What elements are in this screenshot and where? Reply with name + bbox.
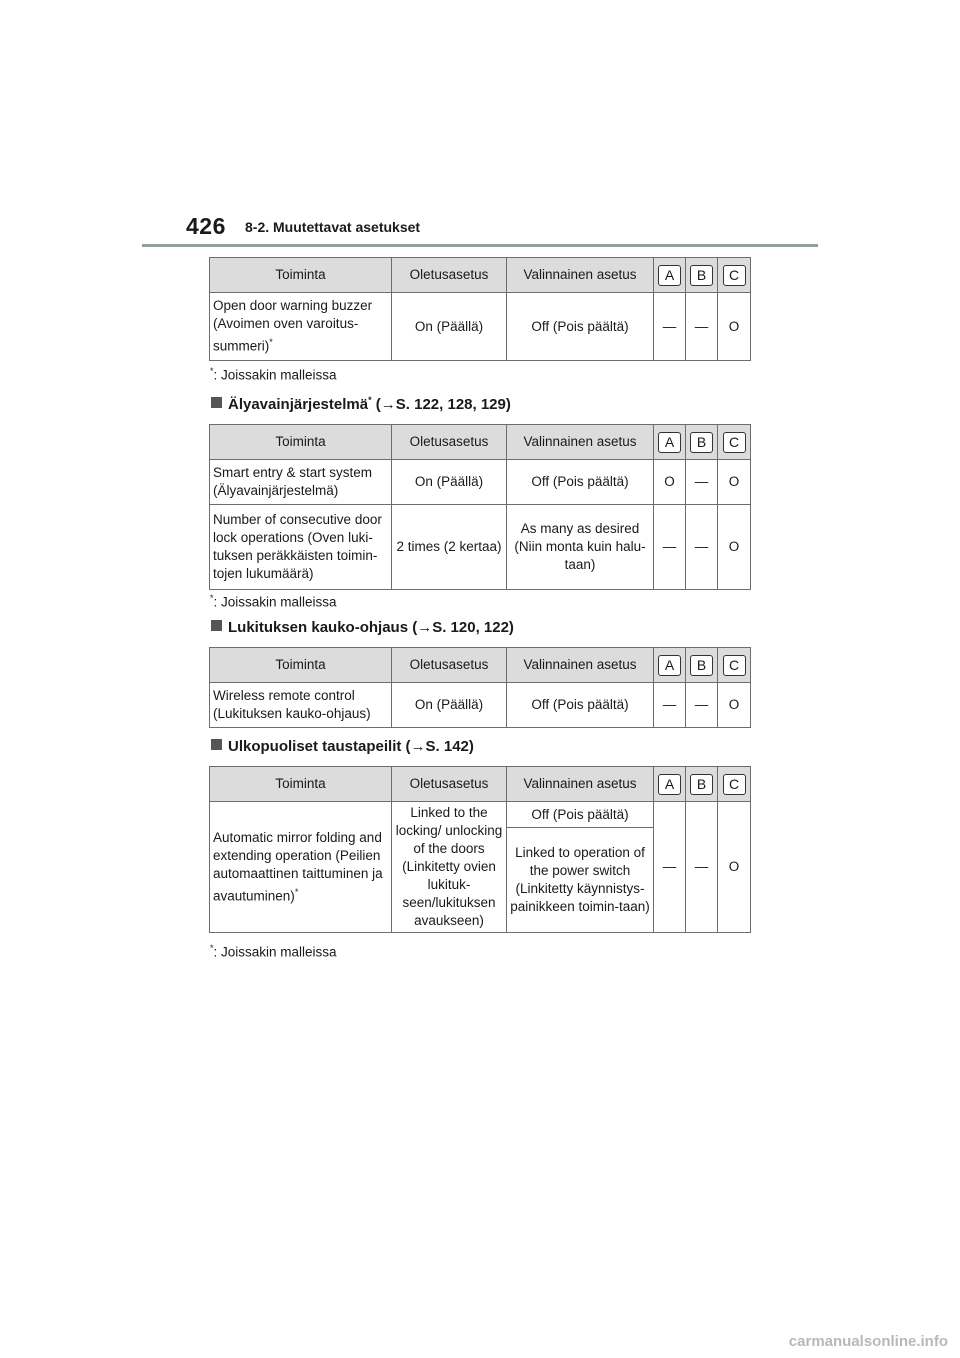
function-cell: Number of consecutive door lock operations (Oven luki-tuksen peräkkäisten toimin-tojen lukumäärä) bbox=[210, 505, 392, 590]
column-header-default: Oletusasetus bbox=[392, 767, 507, 802]
page-section-title: 8-2. Muutettavat asetukset bbox=[245, 219, 421, 235]
table-row bbox=[210, 505, 751, 590]
setting-method-b-icon: B bbox=[690, 655, 713, 676]
column-header-b bbox=[686, 767, 718, 802]
method-c-cell: O bbox=[718, 293, 751, 361]
column-header-function: Toiminta bbox=[210, 648, 392, 683]
column-header-function: Toiminta bbox=[210, 767, 392, 802]
column-header-optional: Valinnainen asetus bbox=[507, 648, 654, 683]
method-c-cell: O bbox=[718, 802, 751, 933]
method-b-cell: — bbox=[686, 683, 718, 728]
setting-method-b-icon: B bbox=[690, 774, 713, 795]
method-b-cell: — bbox=[686, 293, 718, 361]
column-header-function: Toiminta bbox=[210, 258, 392, 293]
method-a-cell: — bbox=[654, 505, 686, 590]
column-header-function: Toiminta bbox=[210, 425, 392, 460]
table-row bbox=[210, 460, 751, 505]
setting-method-a-icon: A bbox=[658, 655, 681, 676]
table-row bbox=[210, 293, 751, 361]
method-b-cell: — bbox=[686, 460, 718, 505]
table-header-row bbox=[210, 767, 751, 802]
table-header-row bbox=[210, 648, 751, 683]
method-a-cell: — bbox=[654, 293, 686, 361]
setting-method-c-icon: C bbox=[723, 655, 746, 676]
function-cell: Wireless remote control (Lukituksen kauko-ohjaus) bbox=[210, 683, 392, 728]
column-header-c bbox=[718, 258, 751, 293]
default-cell: On (Päällä) bbox=[392, 293, 507, 361]
setting-method-c-icon: C bbox=[723, 265, 746, 286]
default-cell: On (Päällä) bbox=[392, 683, 507, 728]
function-cell: Open door warning buzzer (Avoimen oven varoitus-summeri)* bbox=[210, 293, 392, 361]
table-row bbox=[210, 683, 751, 728]
setting-method-b-icon: B bbox=[690, 432, 713, 453]
column-header-optional: Valinnainen asetus bbox=[507, 425, 654, 460]
method-b-cell: — bbox=[686, 505, 718, 590]
default-cell: On (Päällä) bbox=[392, 460, 507, 505]
column-header-default: Oletusasetus bbox=[392, 648, 507, 683]
setting-method-a-icon: A bbox=[658, 432, 681, 453]
column-header-optional: Valinnainen asetus bbox=[507, 258, 654, 293]
settings-table-door-buzzer bbox=[209, 257, 751, 361]
footnote-mark: * bbox=[269, 337, 273, 348]
setting-method-c-icon: C bbox=[723, 774, 746, 795]
table-header-row bbox=[210, 425, 751, 460]
method-c-cell: O bbox=[718, 460, 751, 505]
footnote: *: Joissakin malleissa bbox=[210, 593, 337, 610]
footnote-mark: * bbox=[294, 886, 299, 897]
settings-table-remote-control bbox=[209, 647, 751, 728]
method-a-cell: — bbox=[654, 683, 686, 728]
optional-cell: Off (Pois päältä) bbox=[507, 460, 654, 505]
optional-cell: Off (Pois päältä) bbox=[507, 293, 654, 361]
table-header-row bbox=[210, 258, 751, 293]
column-header-a bbox=[654, 425, 686, 460]
default-cell: Linked to the locking/ unlocking of the doors (Linkitetty ovien lukituk-seen/lukituksen avaukseen) bbox=[392, 802, 507, 933]
page-number: 426 bbox=[186, 213, 226, 239]
footnote: *: Joissakin malleissa bbox=[210, 366, 337, 383]
setting-method-b-icon: B bbox=[690, 265, 713, 286]
function-cell: Smart entry & start system (Älyavainjärjestelmä) bbox=[210, 460, 392, 505]
setting-method-a-icon: A bbox=[658, 774, 681, 795]
table-row bbox=[210, 802, 751, 828]
method-a-cell: O bbox=[654, 460, 686, 505]
square-bullet-icon bbox=[211, 620, 222, 631]
column-header-a bbox=[654, 648, 686, 683]
square-bullet-icon bbox=[211, 397, 222, 408]
section-heading-smart-entry: Älyavainjärjestelmä* (→S. 122, 128, 129) bbox=[211, 395, 511, 413]
method-c-cell: O bbox=[718, 505, 751, 590]
optional-cell: Linked to operation of the power switch (Linkitetty käynnistys-painikkeen toimin-taan) bbox=[507, 828, 654, 933]
column-header-a bbox=[654, 258, 686, 293]
section-heading-remote-control: Lukituksen kauko-ohjaus (→S. 120, 122) bbox=[211, 619, 514, 636]
column-header-c bbox=[718, 425, 751, 460]
setting-method-c-icon: C bbox=[723, 432, 746, 453]
section-heading-outside-mirrors: Ulkopuoliset taustapeilit (→S. 142) bbox=[211, 738, 474, 755]
column-header-optional: Valinnainen asetus bbox=[507, 767, 654, 802]
column-header-default: Oletusasetus bbox=[392, 258, 507, 293]
column-header-default: Oletusasetus bbox=[392, 425, 507, 460]
settings-table-smart-entry bbox=[209, 424, 751, 590]
column-header-a bbox=[654, 767, 686, 802]
method-c-cell: O bbox=[718, 683, 751, 728]
method-b-cell: — bbox=[686, 802, 718, 933]
column-header-b bbox=[686, 648, 718, 683]
setting-method-a-icon: A bbox=[658, 265, 681, 286]
optional-cell: Off (Pois päältä) bbox=[507, 802, 654, 828]
optional-cell: As many as desired (Niin monta kuin halu-taan) bbox=[507, 505, 654, 590]
watermark: carmanualsonline.info bbox=[788, 1333, 948, 1350]
optional-cell: Off (Pois päältä) bbox=[507, 683, 654, 728]
default-cell: 2 times (2 kertaa) bbox=[392, 505, 507, 590]
footnote: *: Joissakin malleissa bbox=[210, 943, 337, 960]
column-header-c bbox=[718, 648, 751, 683]
column-header-c bbox=[718, 767, 751, 802]
column-header-b bbox=[686, 258, 718, 293]
method-a-cell: — bbox=[654, 802, 686, 933]
header-divider bbox=[142, 244, 818, 247]
function-cell: Automatic mirror folding and extending operation (Peilien automaattinen taittuminen ja avautuminen)* bbox=[210, 802, 392, 933]
column-header-b bbox=[686, 425, 718, 460]
square-bullet-icon bbox=[211, 739, 222, 750]
settings-table-outside-mirrors bbox=[209, 766, 751, 933]
